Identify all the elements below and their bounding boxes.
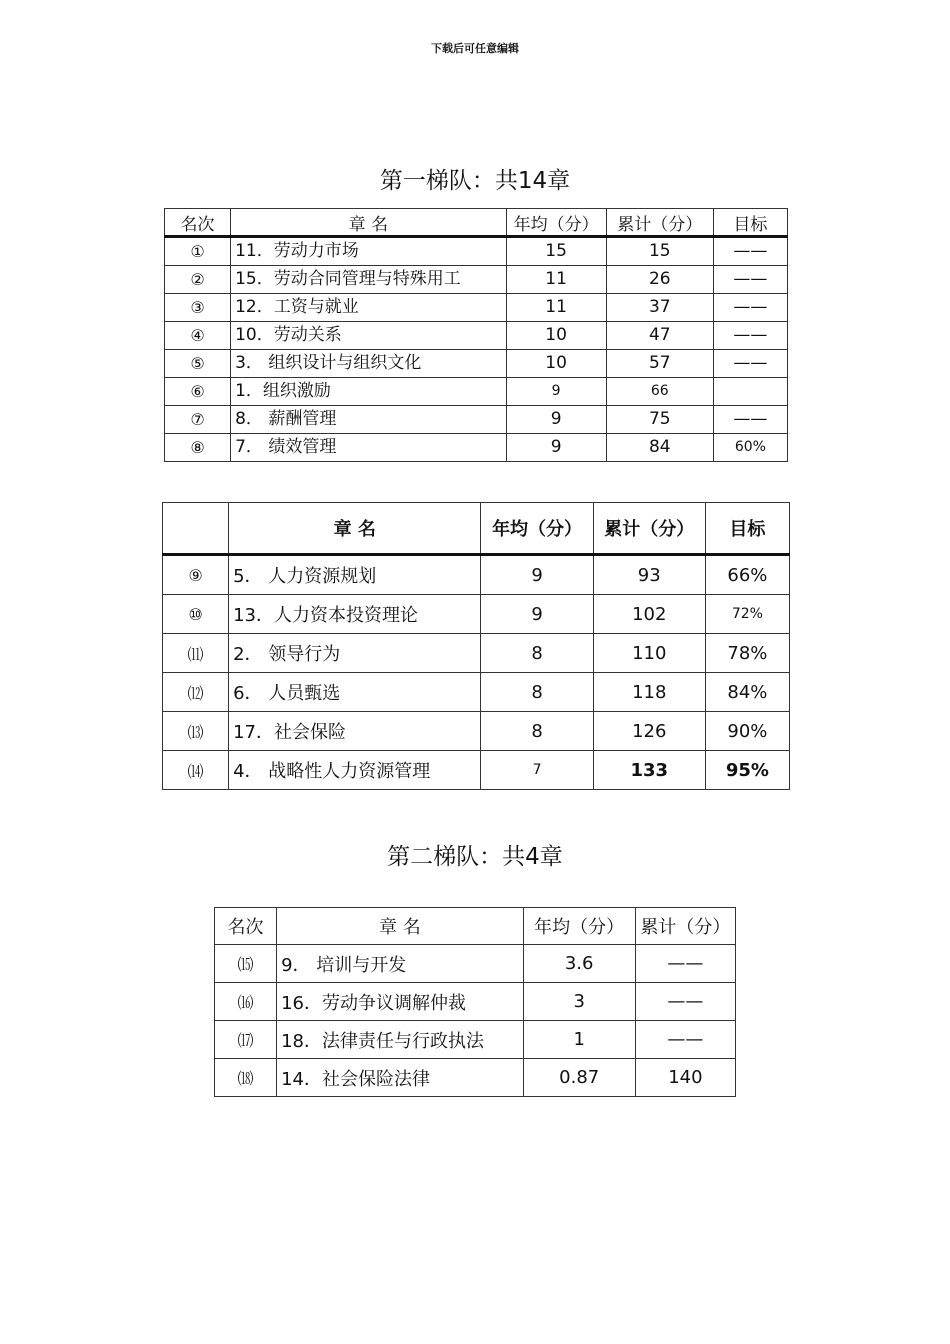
- rank-cell: ⒄: [215, 1021, 277, 1059]
- chapter-cell: 9． 培训与开发: [277, 945, 523, 983]
- cum-cell: 126: [593, 712, 705, 751]
- chapter-cell: 15．劳动合同管理与特殊用工: [231, 266, 506, 294]
- avg-cell: 9: [481, 555, 593, 595]
- table-row: [165, 350, 788, 378]
- chapter-cell: 10．劳动关系: [231, 322, 506, 350]
- avg-cell: 15: [506, 237, 606, 266]
- chapter-cell: 12．工资与就业: [231, 294, 506, 322]
- chapter-cell: 4． 战略性人力资源管理: [229, 751, 481, 790]
- table-row: [215, 1021, 736, 1059]
- table-row: [165, 378, 788, 406]
- chapter-cell: 8． 薪酬管理: [231, 406, 506, 434]
- rank-cell: ①: [165, 237, 231, 266]
- target-cell: ——: [713, 322, 787, 350]
- avg-cell: 9: [506, 378, 606, 406]
- avg-cell: 9: [506, 434, 606, 462]
- table-header-row: [215, 908, 736, 945]
- avg-cell: 9: [481, 595, 593, 634]
- table-header-row: [163, 503, 790, 555]
- rank-cell: ⑥: [165, 378, 231, 406]
- target-cell: 95%: [705, 751, 789, 790]
- avg-cell: 8: [481, 712, 593, 751]
- header-cum: 累计（分）: [606, 209, 713, 237]
- avg-cell: 1: [523, 1021, 635, 1059]
- header-avg: 年均（分）: [523, 908, 635, 945]
- rank-cell: ⑩: [163, 595, 229, 634]
- rank-cell: ⒀: [163, 712, 229, 751]
- rank-cell: ⑧: [165, 434, 231, 462]
- header-chapter: 章 名: [229, 503, 481, 555]
- rank-cell: ④: [165, 322, 231, 350]
- chapter-cell: 7． 绩效管理: [231, 434, 506, 462]
- avg-cell: 11: [506, 266, 606, 294]
- header-cum: 累计（分）: [593, 503, 705, 555]
- cum-cell: ——: [635, 983, 735, 1021]
- avg-cell: 8: [481, 673, 593, 712]
- rank-cell: ⑿: [163, 673, 229, 712]
- table-row: [215, 983, 736, 1021]
- cum-cell: 15: [606, 237, 713, 266]
- cum-cell: 37: [606, 294, 713, 322]
- cum-cell: ——: [635, 1021, 735, 1059]
- chapter-cell: 14．社会保险法律: [277, 1059, 523, 1097]
- header-rank: 名次: [215, 908, 277, 945]
- rank-cell: ③: [165, 294, 231, 322]
- table-row: [163, 595, 790, 634]
- table-row: [163, 673, 790, 712]
- avg-cell: 10: [506, 322, 606, 350]
- cum-cell: 118: [593, 673, 705, 712]
- cum-cell: 110: [593, 634, 705, 673]
- chapter-cell: 11．劳动力市场: [231, 237, 506, 266]
- rank-cell: ⑤: [165, 350, 231, 378]
- table-header-row: [165, 209, 788, 237]
- target-cell: 78%: [705, 634, 789, 673]
- cum-cell: ——: [635, 945, 735, 983]
- header-rank: [163, 503, 229, 555]
- cum-cell: 84: [606, 434, 713, 462]
- cum-cell: 140: [635, 1059, 735, 1097]
- chapter-cell: 6． 人员甄选: [229, 673, 481, 712]
- chapter-cell: 13．人力资本投资理论: [229, 595, 481, 634]
- table-row: [163, 712, 790, 751]
- rank-cell: ⒅: [215, 1059, 277, 1097]
- chapter-cell: 16．劳动争议调解仲裁: [277, 983, 523, 1021]
- chapter-cell: 1．组织激励: [231, 378, 506, 406]
- rank-cell: ⑾: [163, 634, 229, 673]
- avg-cell: 11: [506, 294, 606, 322]
- header-chapter: 章 名: [231, 209, 506, 237]
- target-cell: [713, 378, 787, 406]
- table-row: [163, 634, 790, 673]
- header-note: 下载后可任意编辑: [431, 42, 519, 55]
- rank-cell: ⑨: [163, 555, 229, 595]
- target-cell: 60%: [713, 434, 787, 462]
- header-chapter: 章 名: [277, 908, 523, 945]
- target-cell: 90%: [705, 712, 789, 751]
- rank-cell: ⒁: [163, 751, 229, 790]
- rank-cell: ⑦: [165, 406, 231, 434]
- header-avg: 年均（分）: [506, 209, 606, 237]
- target-cell: 66%: [705, 555, 789, 595]
- table-row: [215, 1059, 736, 1097]
- section1-title: 第一梯队：共14章: [379, 168, 571, 194]
- target-cell: 84%: [705, 673, 789, 712]
- header-target: 目标: [705, 503, 789, 555]
- target-cell: ——: [713, 237, 787, 266]
- avg-cell: 10: [506, 350, 606, 378]
- chapter-cell: 2． 领导行为: [229, 634, 481, 673]
- rank-cell: ⒃: [215, 983, 277, 1021]
- avg-cell: 3.6: [523, 945, 635, 983]
- avg-cell: 8: [481, 634, 593, 673]
- cum-cell: 75: [606, 406, 713, 434]
- rank-cell: ②: [165, 266, 231, 294]
- table-row: [165, 237, 788, 266]
- target-cell: ——: [713, 406, 787, 434]
- table-row: [163, 555, 790, 595]
- chapter-cell: 18．法律责任与行政执法: [277, 1021, 523, 1059]
- table-row: [215, 945, 736, 983]
- header-avg: 年均（分）: [481, 503, 593, 555]
- table-row: [165, 434, 788, 462]
- target-cell: ——: [713, 266, 787, 294]
- cum-cell: 66: [606, 378, 713, 406]
- chapter-cell: 17．社会保险: [229, 712, 481, 751]
- avg-cell: 7: [481, 751, 593, 790]
- header-target: 目标: [713, 209, 787, 237]
- table-row: [165, 294, 788, 322]
- target-cell: 72%: [705, 595, 789, 634]
- target-cell: ——: [713, 350, 787, 378]
- cum-cell: 47: [606, 322, 713, 350]
- table-row: [165, 266, 788, 294]
- target-cell: ——: [713, 294, 787, 322]
- tier1-continued-table: [162, 502, 790, 790]
- table-row: [163, 751, 790, 790]
- avg-cell: 0.87: [523, 1059, 635, 1097]
- header-rank: 名次: [165, 209, 231, 237]
- chapter-cell: 3． 组织设计与组织文化: [231, 350, 506, 378]
- tier1-table: [164, 208, 788, 462]
- table-row: [165, 322, 788, 350]
- rank-cell: ⒂: [215, 945, 277, 983]
- cum-cell: 57: [606, 350, 713, 378]
- header-cum: 累计（分）: [635, 908, 735, 945]
- tier2-table: [214, 907, 736, 1097]
- table-row: [165, 406, 788, 434]
- cum-cell: 133: [593, 751, 705, 790]
- cum-cell: 102: [593, 595, 705, 634]
- cum-cell: 93: [593, 555, 705, 595]
- avg-cell: 9: [506, 406, 606, 434]
- section2-title: 第二梯队：共4章: [387, 844, 563, 870]
- avg-cell: 3: [523, 983, 635, 1021]
- cum-cell: 26: [606, 266, 713, 294]
- chapter-cell: 5． 人力资源规划: [229, 555, 481, 595]
